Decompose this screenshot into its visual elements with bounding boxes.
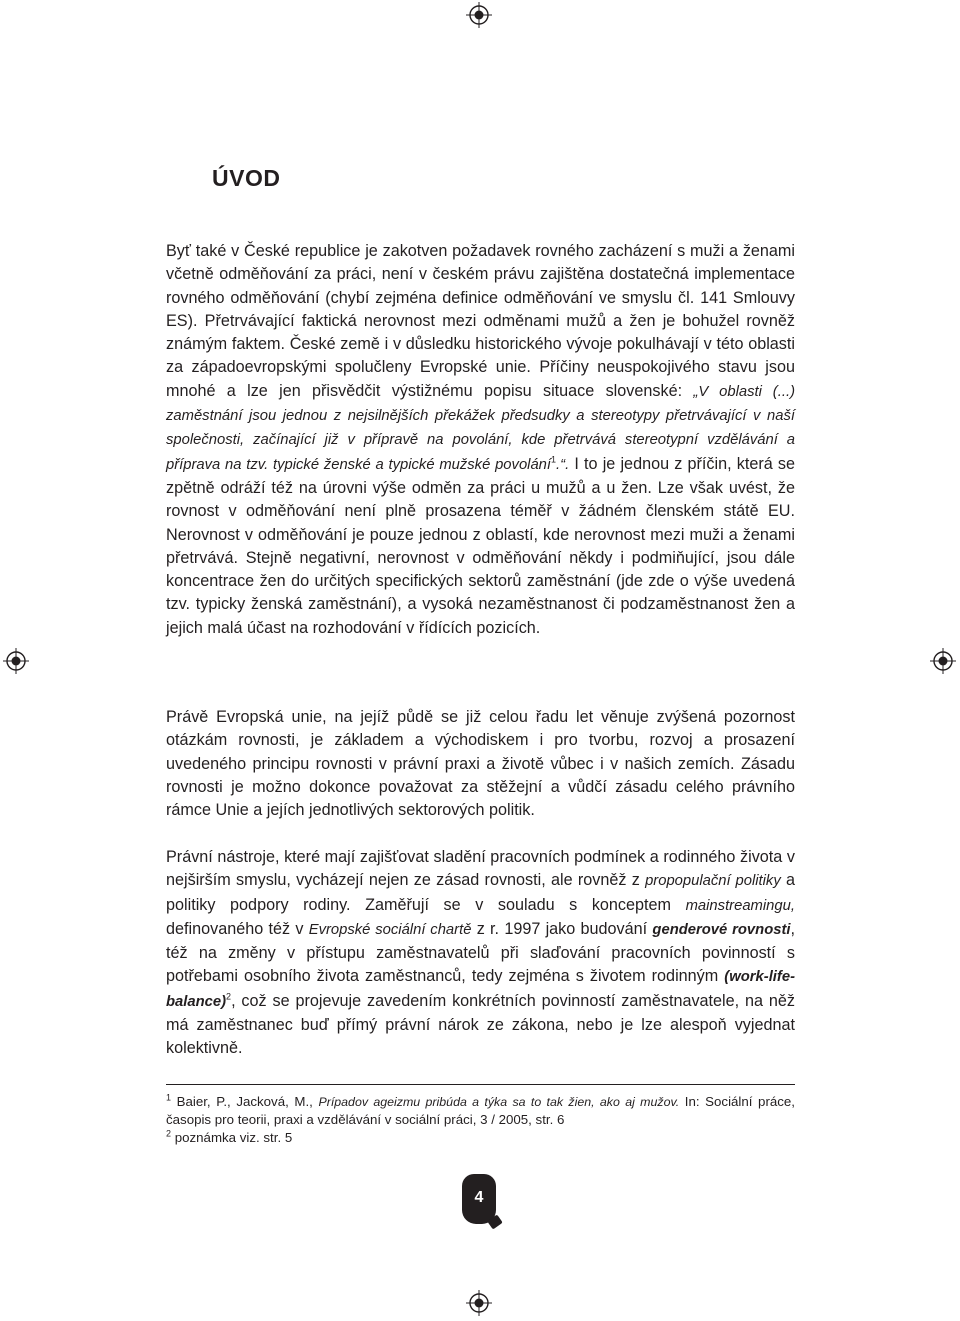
emphasis-term: mainstreamingu,	[685, 897, 795, 914]
page-title: ÚVOD	[212, 165, 281, 191]
footnote-ref: 1	[551, 454, 557, 465]
footnote-number: 1	[166, 1092, 172, 1103]
paragraph-text: a politiky podpory rodiny. Zaměřují se v souladu s konceptem	[166, 871, 796, 914]
footnote-item	[166, 1129, 795, 1147]
slovak-quote-end: .“.	[556, 456, 570, 473]
footnote-source: In: Sociální práce, časopis pro teorii, praxi a vzdělávání v sociální práci, 3 / 2005, str. 6	[166, 1094, 796, 1127]
footnote-item	[166, 1093, 795, 1129]
footnote-number: 2	[166, 1128, 172, 1139]
crosshair-target-icon	[930, 648, 956, 674]
paragraph-text: z r. 1997 jako budování	[476, 919, 648, 938]
paragraph-text: Právní nástroje, které mají zajišťovat sladění pracovních podmínek a rodinného života v nejširším smyslu, vycházejí nejen ze zásad rovnosti, ale rovněž z	[166, 848, 795, 890]
emphasis-term-bold: genderové rovnosti	[652, 921, 791, 938]
paragraph-text: I to je jednou z příčin, která se zpětně odráží též na úrovni výše odměn za práci u mužů a u žen. Lze však uvést, že rovnost v odměňování není plně prosazena téměř v žádném členském státě EU. Nerovnost v odměňování je pouze jednou z oblastí, kde nerovnost mezi muži a ženami přetrvává. Stejně negativní, nerovnost v odměňování někdy i podmiňující, jsou dále koncentrace žen do určitých specifických sektorů zaměstnání (jde zde o výše uvedená tzv. typicky ženská zaměstnání), a vysoká nezaměstnanost či podzaměstnanost žen a jejich malá účast na rozhodování v řídících pozicích.	[166, 454, 795, 637]
paragraph-text: definovaného též v	[166, 919, 304, 938]
slovak-quote: „V oblasti (...) zaměstnání jsou jednou z nejsilnějších překážek předsudky a stereotypy přetrvávající v naší společnosti, začínající již v přípravě na povolání, kde přetrvává stereotypní vzdělávání a příprava na tzv. typické ženské a typické mužské povolání	[166, 383, 795, 473]
paragraph-intro	[166, 240, 795, 640]
emphasis-term: Evropské sociální chartě	[308, 921, 472, 938]
paragraph-text: Právě Evropská unie, na jejíž půdě se již celou řadu let věnuje zvýšená pozornost otázkám rovnosti, je základem a východiskem i pro tvorbu, rozvoj a prosazení uvedeného principu rovnosti v právní praxi a životě vůbec i v našich zemích. Zásadu rovnosti je možno dokonce považovat za stěžejní a vůdčí zásadu celého právního rámce Unie a jejích jednotlivých sektorových politik.	[166, 708, 795, 820]
paragraph-legal-tools	[166, 846, 795, 1061]
footnote-text: poznámka viz. str. 5	[174, 1130, 293, 1145]
footnote-divider	[166, 1084, 795, 1085]
emphasis-term: propopulační politiky	[645, 873, 781, 890]
crosshair-target-icon	[466, 2, 492, 28]
page-number-badge	[462, 1174, 496, 1224]
paragraph-text: , též na změny v přístupu zaměstnavatelů při slaďování pracovních povinností s potřebami osobního života zaměstnanců, tedy zejména s životem rodinným	[166, 919, 795, 986]
paragraph-text: , což se projevuje zavedením konkrétních povinností zaměstnavatele, na něž má zaměstnanec buď přímý právní nárok ze zákona, nebo je lze alespoň vyjednat kolektivně.	[166, 991, 795, 1058]
emphasis-term-bold: (work-life-balance)	[166, 969, 795, 1010]
crosshair-target-icon	[466, 1290, 492, 1316]
footnotes	[166, 1093, 795, 1147]
paragraph-eu	[166, 706, 795, 822]
footnote-authors: Baier, P., Jacková, M.,	[176, 1094, 313, 1109]
page-number: 4	[474, 1189, 484, 1206]
crosshair-target-icon	[3, 648, 29, 674]
footnote-ref: 2	[226, 991, 232, 1002]
footnote-title: Prípadov ageizmu pribúda a týka sa to tak žien, ako aj mužov.	[318, 1095, 680, 1109]
paragraph-text: Byť také v České republice je zakotven požadavek rovného zacházení s muži a ženami včetně odměňování za práci, není v českém právu zajištěna dostatečná implementace rovného odměňování (chybí zejména definice odměňování ve smyslu čl. 141 Smlouvy ES). Přetrvávající faktická nerovnost mezi odměnami mužů a žen je bohužel rovněž známým faktem. České země i v důsledku historického vývoje pokulhávají v této oblasti za západoevropskými spolučleny Evropské unie. Příčiny neuspokojivého stavu jsou mnohé a lze jen přisvědčit výstižnému popisu situace slovenské:	[166, 242, 795, 400]
